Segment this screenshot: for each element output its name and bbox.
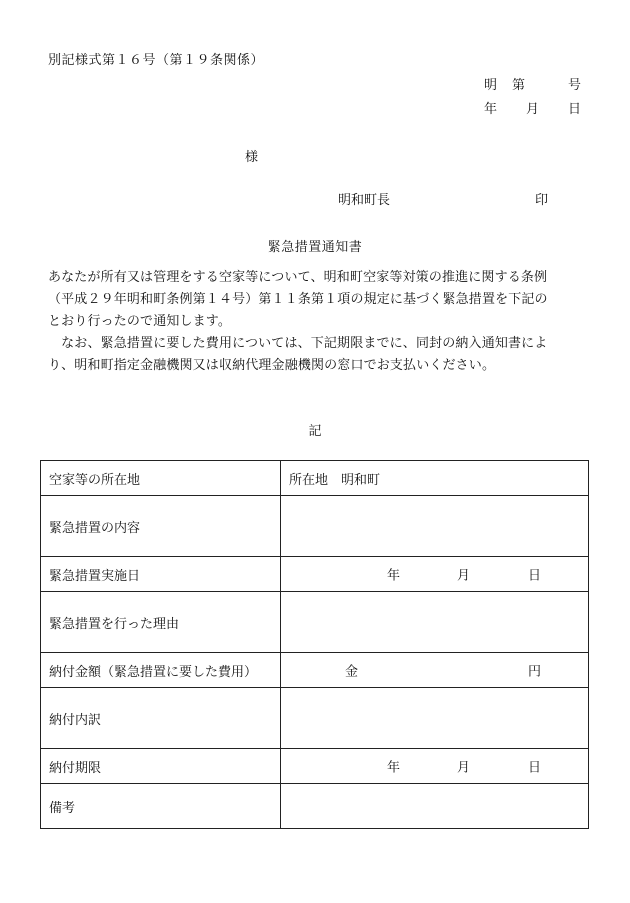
date-year: 年: [484, 102, 498, 117]
implementation-date-value: [281, 557, 589, 592]
location-town: 明和町: [341, 472, 381, 488]
seal-mark: 印: [535, 193, 549, 208]
deadline-day: 日: [528, 760, 542, 776]
measure-content-value: [281, 496, 589, 557]
notice-body: [48, 267, 588, 377]
date-month: 月: [526, 102, 540, 117]
row-label: 納付内訳: [41, 688, 281, 749]
remarks-value: [281, 784, 589, 829]
issuer-name: 明和町長: [338, 193, 391, 208]
ki-heading: 記: [308, 424, 322, 439]
row-label: 備考: [41, 784, 281, 829]
deadline-year: 年: [387, 760, 401, 776]
impl-month: 月: [457, 568, 471, 584]
document-number-line: [0, 74, 630, 93]
document-date-line: [0, 98, 630, 117]
payment-deadline-value: [281, 749, 589, 784]
table-row: [41, 592, 589, 653]
row-label: 緊急措置を行った理由: [41, 592, 281, 653]
body-line: り、明和町指定金融機関又は収納代理金融機関の窓口でお支払いください。: [48, 358, 496, 373]
table-row: [41, 749, 589, 784]
row-label: 空家等の所在地: [41, 461, 281, 496]
impl-day: 日: [528, 568, 542, 584]
table-row: [41, 557, 589, 592]
table-row: [41, 653, 589, 688]
location-value: [281, 461, 589, 496]
number-dai: 第: [512, 78, 526, 93]
number-go: 号: [568, 78, 582, 93]
amount-value: [281, 653, 589, 688]
body-line: なお、緊急措置に要した費用については、下記期限までに、同封の納入通知書によ: [48, 336, 548, 351]
row-label: 緊急措置実施日: [41, 557, 281, 592]
impl-year: 年: [387, 568, 401, 584]
table-row: [41, 688, 589, 749]
reason-value: [281, 592, 589, 653]
amount-unit: 円: [528, 664, 542, 680]
row-label: 納付金額（緊急措置に要した費用）: [41, 653, 281, 688]
date-day: 日: [568, 102, 582, 117]
row-label: 納付期限: [41, 749, 281, 784]
table-row: [41, 496, 589, 557]
form-reference: 別記様式第１６号（第１９条関係）: [48, 53, 265, 68]
number-prefix: 明: [484, 78, 498, 93]
document-title: 緊急措置通知書: [267, 240, 363, 255]
body-line: あなたが所有又は管理をする空家等について、明和町空家等対策の推進に関する条例: [48, 270, 548, 285]
body-line: とおり行ったので通知します。: [48, 314, 232, 329]
addressee-honorific: 様: [245, 150, 259, 165]
deadline-month: 月: [457, 760, 471, 776]
body-line: （平成２９年明和町条例第１４号）第１１条第１項の規定に基づく緊急措置を下記の: [48, 292, 548, 307]
table-row: [41, 784, 589, 829]
amount-prefix: 金: [345, 664, 359, 680]
breakdown-value: [281, 688, 589, 749]
table-row: [41, 461, 589, 496]
row-label: 緊急措置の内容: [41, 496, 281, 557]
details-table: [40, 460, 589, 829]
location-prefix: 所在地: [289, 472, 329, 488]
